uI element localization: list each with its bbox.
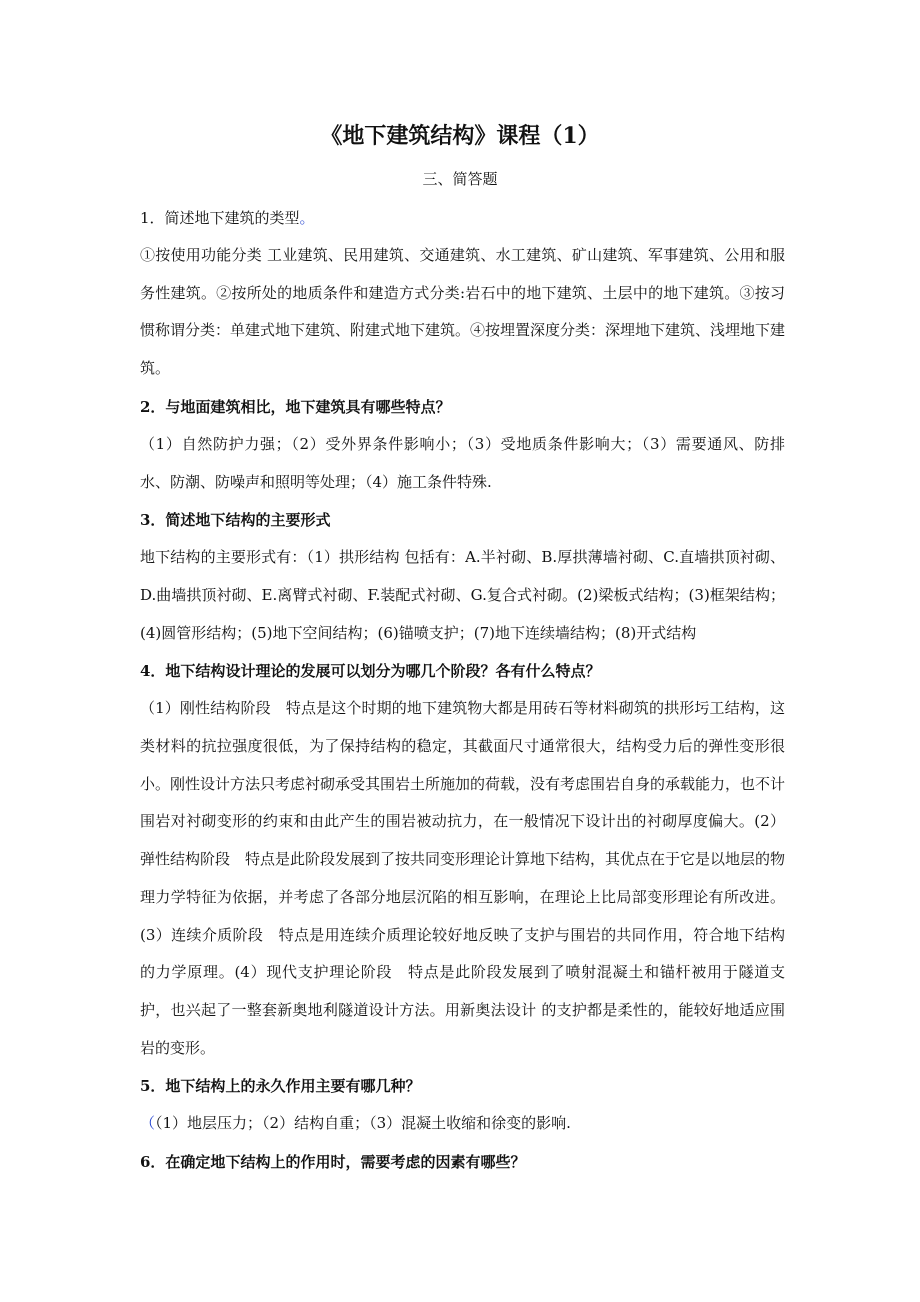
answer-5-prefix: （ (140, 1114, 156, 1133)
document-title: 《地下建筑结构》课程（1） (320, 123, 600, 149)
section-heading: 三、简答题 (422, 170, 498, 188)
question-5: 5．地下结构上的永久作用主要有哪几种？ (140, 1077, 421, 1096)
question-1-suffix: 。 (299, 209, 315, 227)
question-1 (140, 199, 785, 237)
document-body (140, 199, 785, 1181)
question-1-text: 1．简述地下建筑的类型 (140, 209, 300, 227)
question-6: 6．在确定地下结构上的作用时，需要考虑的因素有哪些？ (140, 1153, 526, 1172)
question-2: 2．与地面建筑相比，地下建筑具有哪些特点？ (140, 397, 451, 416)
answer-5 (140, 1105, 785, 1143)
question-3: 3．简述地下结构的主要形式 (140, 511, 331, 530)
answer-3: 地下结构的主要形式有：（1）拱形结构 包括有：A.半衬砌、B.厚拱薄墙衬砌、C.直墙拱顶衬砌、D.曲墙拱顶衬砌、E.离臂式衬砌、F.装配式衬砌、G.复合式衬砌。(2)梁板式结构；(3)框架结构；(4)圆管形结构；(5)地下空间结构；(6)锚喷支护；(7)地下连续墙结构；(8)开式结构 (140, 548, 785, 642)
answer-1: ①按使用功能分类 工业建筑、民用建筑、交通建筑、水工建筑、矿山建筑、军事建筑、公用和服务性建筑。②按所处的地质条件和建造方式分类:岩石中的地下建筑、土层中的地下建筑。③按习惯称谓分类：单建式地下建筑、附建式地下建筑。④按埋置深度分类：深埋地下建筑、浅埋地下建筑。 (140, 246, 786, 378)
answer-2: （1）自然防护力强；（2）受外界条件影响小；（3）受地质条件影响大；（3）需要通风、防排水、防潮、防噪声和照明等处理；（4）施工条件特殊. (140, 434, 785, 491)
answer-4: （1）刚性结构阶段 特点是这个时期的地下建筑物大都是用砖石等材料砌筑的拱形圬工结构，这类材料的抗拉强度很低，为了保持结构的稳定，其截面尺寸通常很大，结构受力后的弹性变形很小。刚性设计方法只考虑衬砌承受其围岩土所施加的荷载，没有考虑围岩自身的承载能力，也不计围岩对衬砌变形的约束和由此产生的围岩被动抗力，在一般情况下设计出的衬砌厚度偏大。(2）弹性结构阶段 特点是此阶段发展到了按共同变形理论计算地下结构，其优点在于它是以地层的物理力学特征为依据，并考虑了各部分地层沉陷的相互影响，在理论上比局部变形理论有所改进。(3）连续介质阶段 特点是用连续介质理论较好地反映了支护与围岩的共同作用，符合地下结构的力学原理。(4）现代支护理论阶段 特点是此阶段发展到了喷射混凝土和锚杆被用于隧道支护，也兴起了一整套新奥地利隧道设计方法。用新奥法设计 的支护都是柔性的，能较好地适应围岩的变形。 (140, 699, 786, 1057)
answer-5-text: （1）地层压力；（2）结构自重；（3）混凝土收缩和徐变的影响. (155, 1114, 571, 1133)
question-4: 4．地下结构设计理论的发展可以划分为哪几个阶段？各有什么特点？ (140, 662, 601, 681)
